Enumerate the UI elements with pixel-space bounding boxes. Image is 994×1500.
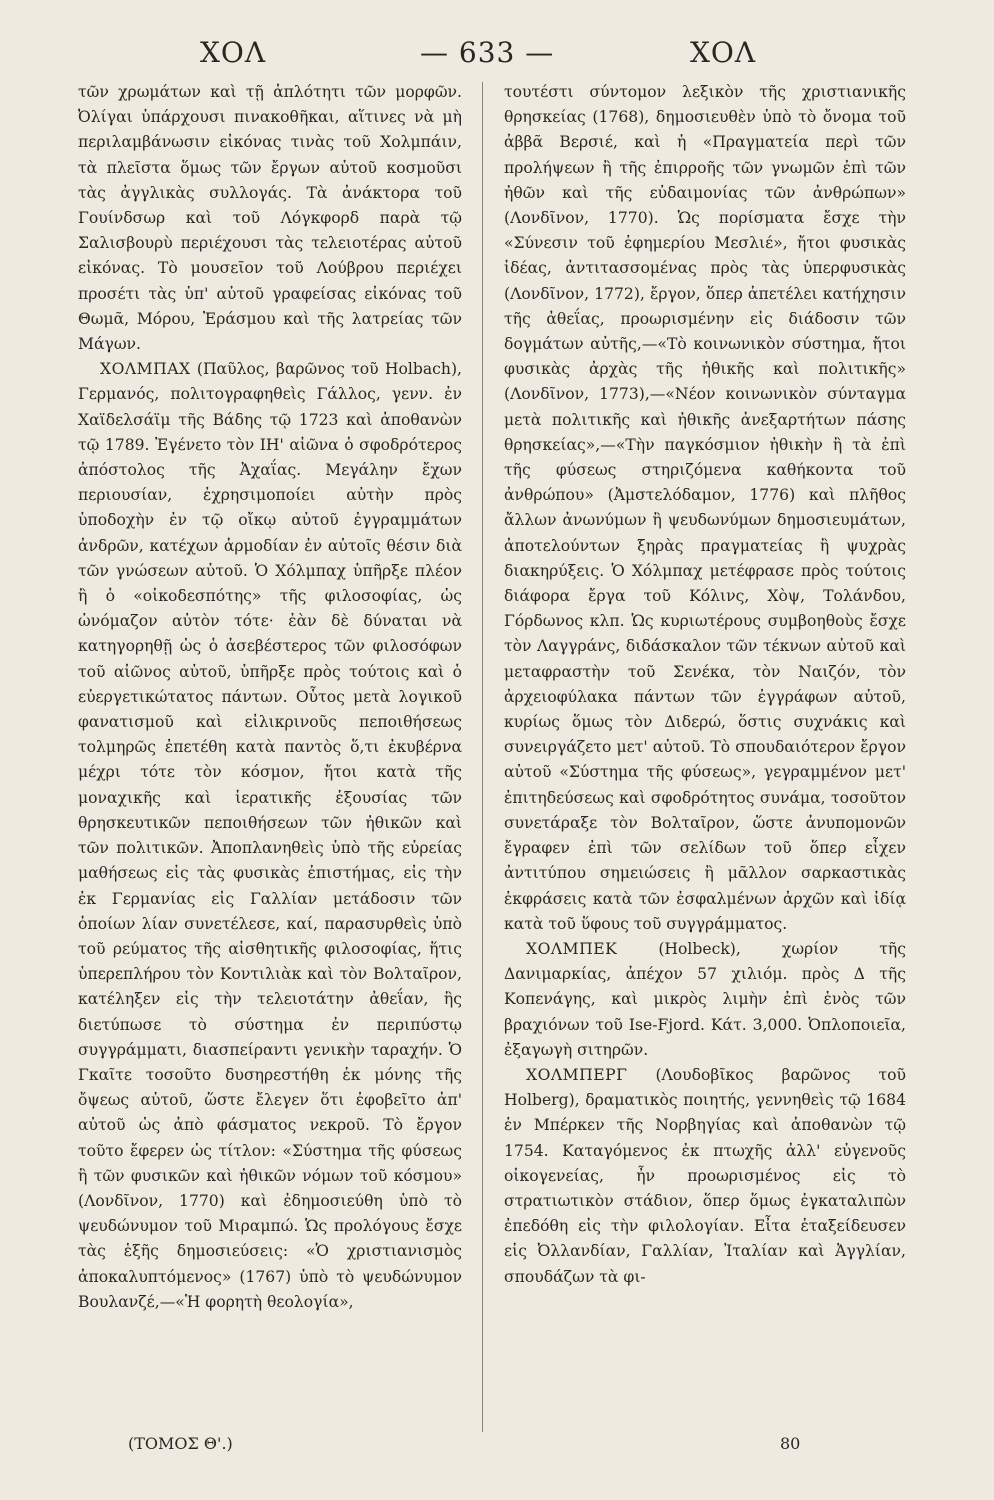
entry-headword: ΧΟΛΜΠΕΚ — [526, 939, 618, 958]
header-left-keyword: ΧΟΛ — [200, 36, 267, 69]
left-column — [78, 80, 462, 1500]
left-paragraph-continued: τῶν χρωμάτων καὶ τῇ ἁπλότητι τῶν μορφῶν. Ὀλίγαι ὑπάρχουσι πινακοθῆκαι, αἵτινες νὰ μὴ περιλαμβάνωσιν εἰκόνας τινὰς τοῦ Χολμπάιν, τὰ πλεῖστα ὅμως τῶν ἔργων αὐτοῦ κοσμοῦσι τὰς ἀγγλικὰς συλλογάς. Τὰ ἀνάκτορα τοῦ Γουίνδσωρ καὶ τοῦ Λόγκφορδ παρὰ τῷ Σαλισβουρὺ περιέχουσι τὰς τελειοτέρας αὐτοῦ εἰκόνας. Τὸ μουσεῖον τοῦ Λούβρου περιέχει προσέτι τὰς ὑπ' αὐτοῦ γραφείσας εἰκόνας τοῦ Θωμᾶ, Μόρου, Ἐράσμου καὶ τῆς λατρείας τῶν Μάγων. — [78, 83, 462, 354]
entry-holbeck — [504, 937, 906, 1063]
page-number: — 633 — — [420, 36, 555, 69]
header-right-keyword: ΧΟΛ — [690, 36, 757, 69]
right-paragraph-continued: τουτέστι σύντομον λεξικὸν τῆς χριστιανικῆς θρησκείας (1768), δημοσιευθὲν ὑπὸ τὸ ὄνομα τοῦ ἀββᾶ Βερσιέ, καὶ ἡ «Πραγματεία περὶ τῶν προλήψεων ἢ τῆς ἐπιρροῆς τῶν γνωμῶν ἐπὶ τῶν ἠθῶν καὶ τῆς εὐδαιμονίας τῶν ἀνθρώπων» (Λονδῖνον, 1770). Ὡς πορίσματα ἔσχε τὴν «Σύνεσιν τοῦ ἐφημερίου Μεσλιέ», ἤτοι φυσικὰς ἰδέας, ἀντιτασσομένας πρὸς τὰς ὑπερφυσικὰς (Λονδῖνον, 1772), ἔργον, ὅπερ ἀπετέλει κατήχησιν τῆς ἀθεΐας, προωρισμένην εἰς διάδοσιν τῶν δογμάτων αὐτῆς,—«Τὸ κοινωνικὸν σύστημα, ἤτοι φυσικὰς ἀρχὰς τῆς ἠθικῆς καὶ πολιτικῆς» (Λονδῖνον, 1773),—«Νέον κοινωνικὸν σύνταγμα μετὰ πολιτικῆς καὶ ἠθικῆς ἀνεξαρτήτων πάσης θρησκείας»,—«Τὴν παγκόσμιον ἠθικὴν ἢ τὰ ἐπὶ τῆς φύσεως στηριζόμενα καθήκοντα τοῦ ἀνθρώπου» (Ἀμστελόδαμον, 1776) καὶ πλῆθος ἄλλων ἀνωνύμων ἢ ψευδωνύμων δημοσιευμάτων, ἀποτελούντων ξηρὰς πραγματείας ἢ ψυχρὰς διακηρύξεις. Ὁ Χόλμπαχ μετέφρασε πρὸς τούτοις διάφορα ἔργα τοῦ Κόλινς, Χὸψ, Τολάνδου, Γόρδωνος κλπ. Ὡς κυριωτέρους συμβοηθοὺς ἔσχε τὸν Λαγγράνς, διδάσκαλον τῶν τέκνων αὐτοῦ καὶ μεταφραστὴν τοῦ Σενέκα, τὸν Ναιζόν, τὸν ἀρχειοφύλακα πάντων τῶν ἐγγράφων αὐτοῦ, κυρίως ὅμως τὸν Διδερώ, ὅστις συχνάκις καὶ συνειργάζετο μετ' αὐτοῦ. Τὸ σπουδαιότερον ἔργον αὐτοῦ «Σύστημα τῆς φύσεως», γεγραμμένον μετ' ἐπιτηδεύσεως καὶ σφοδρότητος συνάμα, τοσοῦτον συνετάραξε τὸν Βολταῖρον, ὥστε ἀνυπομονῶν ἔγραφεν ἐπὶ τῶν σελίδων τοῦ ὅπερ εἶχεν ἀντιτύπου σημειώσεις ἢ μᾶλλον σαρκαστικὰς ἐκφράσεις κατὰ τῶν ἐσφαλμένων ἀρχῶν καὶ ἰδίᾳ κατὰ τοῦ ὕφους τοῦ συγγράμματος. — [504, 83, 906, 933]
running-header — [0, 36, 994, 76]
volume-signature: (ΤΟΜΟΣ Θ'.) — [128, 1434, 233, 1453]
right-column — [504, 80, 906, 1500]
entry-text: (Παῦλος, βαρῶνος τοῦ Holbach), Γερμανός, πολιτογραφηθεὶς Γάλλος, γενν. ἐν Χαϊδελσάϊμ τῆς Βάδης τῷ 1723 καὶ ἀποθανὼν τῷ 1789. Ἐγένετο τὸν ΙΗ' αἰῶνα ὁ σφοδρότερος ἀπόστολος τῆς Ἀχαΐας. Μεγάλην ἔχων περιουσίαν, ἐχρησιμοποίει αὐτὴν πρὸς ὑποδοχὴν ἐν τῷ οἴκῳ αὐτοῦ ἐγγραμμάτων ἀνδρῶν, κατέχων ἁρμοδίαν ἐν αὐτοῖς θέσιν διὰ τῶν γνώσεων αὐτοῦ. Ὁ Χόλμπαχ ὑπῆρξε πλέον ἢ ὁ «οἰκοδεσπότης» τῆς φιλοσοφίας, ὡς ὠνόμαζον αὐτὸν τότε· ἐὰν δὲ δύναται νὰ κατηγορηθῇ ὡς ὁ ἀσεβέστερος τῶν φιλοσόφων τοῦ αἰῶνος αὐτοῦ, ὑπῆρξε πρὸς τούτοις καὶ ὁ εὐεργετικώτατος πάντων. Οὗτος μετὰ λογικοῦ φανατισμοῦ καὶ εἰλικρινοῦς πεποιθήσεως τολμηρῶς ἐπετέθη κατὰ παντὸς ὅ,τι ἐκυβέρνα μέχρι τότε τὸν κόσμον, ἤτοι κατὰ τῆς μοναχικῆς καὶ ἱερατικῆς ἐξουσίας τῶν θρησκευτικῶν πεποιθήσεων τῶν ἠθικῶν καὶ τῶν πολιτικῶν. Ἀποπλανηθεὶς ὑπὸ τῆς εὐρείας μαθήσεως εἰς τὰς φυσικὰς ἐπιστήμας, εἰς τὴν ἐκ Γερμανίας εἰς Γαλλίαν μετάδοσιν τῶν ὁποίων λίαν συνετέλεσε, καί, παρασυρθεὶς ὑπὸ τοῦ ρεύματος τῆς αἰσθητικῆς φιλοσοφίας, ἥτις ὑπερεπλήρου τὸν Κοντιλιὰκ καὶ τὸν Βολταῖρον, κατέληξεν εἰς τὴν τελειοτάτην ἀθεΐαν, ἣς διετύπωσε τὸ σύστημα ἐν περιπύστῳ συγγράμματι, διασπείραντι γενικὴν ταραχήν. Ὁ Γκαῖτε τοσοῦτο δυσηρεστήθη ἐκ μόνης τῆς ὄψεως αὐτοῦ, ὥστε ἔλεγεν ὅτι ἐφοβεῖτο ἀπ' αὐτοῦ ὡς ἀπὸ φάσματος νεκροῦ. Τὸ ἔργον τοῦτο ἔφερεν ὡς τίτλον: «Σύστημα τῆς φύσεως ἢ τῶν φυσικῶν καὶ ἠθικῶν νόμων τοῦ κόσμου» (Λονδῖνον, 1770) καὶ ἐδημοσιεύθη ὑπὸ τὸ ψευδώνυμον τοῦ Μιραμπώ. Ὡς προλόγους ἔσχε τὰς ἑξῆς δημοσιεύσεις: «Ὁ χριστιανισμὸς ἀποκαλυπτόμενος» (1767) ὑπὸ τὸ ψευδώνυμον Βουλανζέ,—«Ἡ φορητὴ θεολογία», — [78, 360, 462, 1311]
entry-text: (Λουδοβῖκος βαρῶνος τοῦ Holberg), δραματικὸς ποιητής, γεννηθεὶς τῷ 1684 ἐν Μπέρκεν τῆς Νορβηγίας καὶ ἀποθανὼν τῷ 1754. Καταγόμενος ἐκ πτωχῆς ἀλλ' εὐγενοῦς οἰκογενείας, ἦν προωρισμένος εἰς τὸ στρατιωτικὸν στάδιον, ὅπερ ὅμως ἐγκαταλιπὼν ἐπεδόθη εἰς τὴν φιλολογίαν. Εἶτα ἐταξείδευσεν εἰς Ὀλλανδίαν, Γαλλίαν, Ἰταλίαν καὶ Ἀγγλίαν, σπουδάζων τὰ φι- — [504, 1065, 906, 1286]
sheet-number: 80 — [780, 1434, 801, 1453]
entry-text: (Holbeck), χωρίον τῆς Δανιμαρκίας, ἀπέχον 57 χιλιόμ. πρὸς Δ τῆς Κοπενάγης, καὶ μικρὸς λιμὴν ἐπὶ ἑνὸς τῶν βραχιόνων τοῦ Ise-Fjord. Κάτ. 3,000. Ὀπλοποιεῖα, ἐξαγωγὴ σιτηρῶν. — [504, 939, 906, 1059]
entry-headword: ΧΟΛΜΠΑΧ — [100, 360, 191, 379]
entry-headword: ΧΟΛΜΠΕΡΓ — [526, 1065, 628, 1084]
entry-holberg — [504, 1063, 906, 1290]
entry-holbach — [78, 357, 462, 1315]
column-divider — [482, 82, 483, 1432]
